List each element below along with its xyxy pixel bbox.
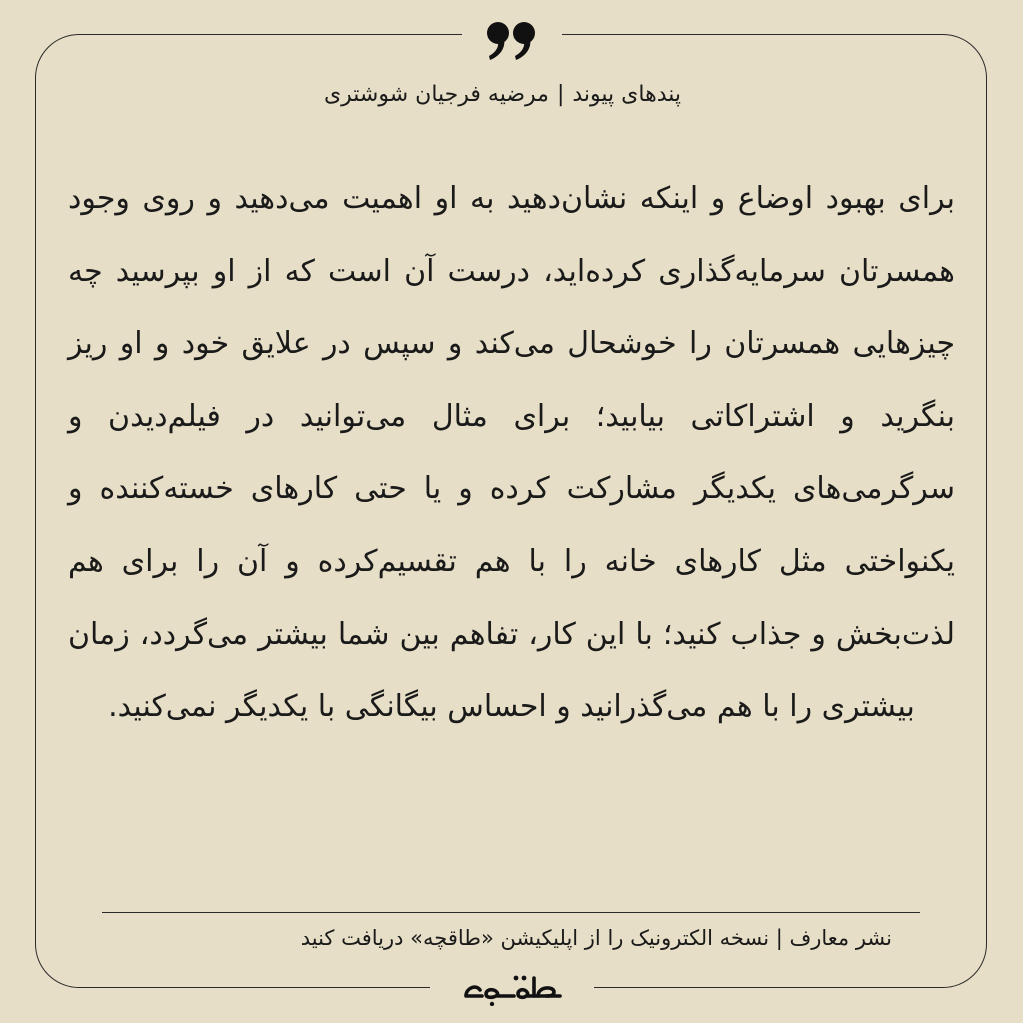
quotation-mark-icon <box>484 16 540 64</box>
quote-paragraph: برای بهبود اوضاع و اینکه نشان‌دهید به او اهمیت می‌دهید و روی وجود همسرتان سرمایه‌گذاری کرده‌اید، درست آن است که از او بپرسید چه چیزهایی همسرتان را خوشحال می‌کند و سپس در علایق خود و او ریز بنگرید و اشتراکاتی بیابید؛ برای مثال می‌توانید در فیلم‌دیدن و سرگرمی‌های یکدیگر مشارکت کرده و یا حتی کارهای خسته‌کننده و یکنواختی مثل کارهای خانه را با هم تقسیم‌کرده و آن را برای هم لذت‌بخش و جذاب کنید؛ با این کار، تفاهم بین شما بیشتر می‌گردد، زمان بیشتری را با هم می‌گذرانید و احساس بیگانگی با یکدیگر نمی‌کنید. <box>68 181 955 725</box>
footer-note: نشر معارف | نسخه الکترونیک را از اپلیکیشن «طاقچه» دریافت کنید <box>300 926 892 950</box>
taaghche-logo <box>458 966 566 1006</box>
footer-divider <box>102 912 920 913</box>
header <box>324 78 681 112</box>
book-title: پندهای پیوند <box>572 82 681 107</box>
header-separator: | <box>556 82 565 107</box>
author-name: مرضیه فرجیان شوشتری <box>323 82 549 107</box>
